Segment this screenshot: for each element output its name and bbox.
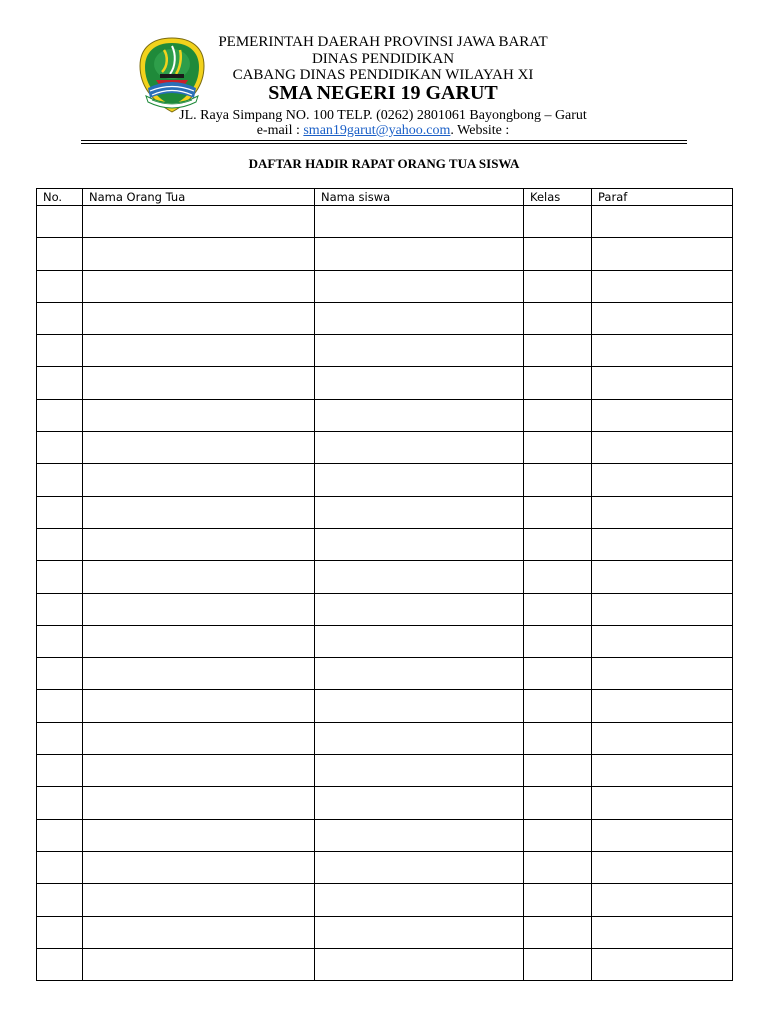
cell-class[interactable] — [524, 335, 592, 367]
cell-student-name[interactable] — [315, 432, 524, 464]
cell-student-name[interactable] — [315, 496, 524, 528]
cell-no[interactable] — [37, 851, 83, 883]
cell-class[interactable] — [524, 658, 592, 690]
cell-no[interactable] — [37, 399, 83, 431]
cell-student-name[interactable] — [315, 270, 524, 302]
cell-class[interactable] — [524, 528, 592, 560]
cell-class[interactable] — [524, 496, 592, 528]
cell-student-name[interactable] — [315, 238, 524, 270]
cell-no[interactable] — [37, 206, 83, 238]
cell-signature[interactable] — [592, 593, 733, 625]
cell-student-name[interactable] — [315, 755, 524, 787]
table-row — [37, 819, 733, 851]
cell-no[interactable] — [37, 593, 83, 625]
table-row — [37, 722, 733, 754]
cell-no[interactable] — [37, 367, 83, 399]
cell-no[interactable] — [37, 787, 83, 819]
website-label: . Website : — [450, 123, 510, 138]
cell-student-name[interactable] — [315, 206, 524, 238]
table-row — [37, 238, 733, 270]
cell-no[interactable] — [37, 948, 83, 980]
cell-parent-name[interactable] — [83, 399, 315, 431]
school-name: SMA NEGERI 19 GARUT — [268, 82, 498, 104]
cell-no[interactable] — [37, 335, 83, 367]
cell-signature[interactable] — [592, 755, 733, 787]
cell-parent-name[interactable] — [83, 722, 315, 754]
cell-class[interactable] — [524, 787, 592, 819]
cell-parent-name[interactable] — [83, 593, 315, 625]
letterhead-department-line: DINAS PENDIDIKAN — [311, 51, 455, 67]
cell-parent-name[interactable] — [83, 432, 315, 464]
header-signature: Paraf — [592, 189, 733, 206]
cell-student-name[interactable] — [315, 593, 524, 625]
cell-no[interactable] — [37, 625, 83, 657]
header-no: No. — [37, 189, 83, 206]
cell-class[interactable] — [524, 238, 592, 270]
cell-parent-name[interactable] — [83, 270, 315, 302]
cell-class[interactable] — [524, 884, 592, 916]
cell-student-name[interactable] — [315, 884, 524, 916]
table-row — [37, 206, 733, 238]
table-row — [37, 625, 733, 657]
cell-class[interactable] — [524, 722, 592, 754]
cell-no[interactable] — [37, 238, 83, 270]
cell-class[interactable] — [524, 270, 592, 302]
cell-signature[interactable] — [592, 367, 733, 399]
cell-signature[interactable] — [592, 335, 733, 367]
cell-parent-name[interactable] — [83, 238, 315, 270]
cell-signature[interactable] — [592, 238, 733, 270]
cell-class[interactable] — [524, 593, 592, 625]
cell-signature[interactable] — [592, 528, 733, 560]
cell-student-name[interactable] — [315, 948, 524, 980]
attendance-table — [36, 188, 733, 981]
cell-student-name[interactable] — [315, 722, 524, 754]
cell-parent-name[interactable] — [83, 690, 315, 722]
table-row — [37, 593, 733, 625]
cell-parent-name[interactable] — [83, 496, 315, 528]
cell-parent-name[interactable] — [83, 464, 315, 496]
table-row — [37, 302, 733, 334]
header-student-name: Nama siswa — [315, 189, 524, 206]
cell-parent-name[interactable] — [83, 755, 315, 787]
table-row — [37, 367, 733, 399]
school-address: JL. Raya Simpang NO. 100 TELP. (0262) 2801061 Bayongbong – Garut — [179, 108, 587, 123]
letterhead-branch-line: CABANG DINAS PENDIDIKAN WILAYAH XI — [232, 67, 534, 83]
cell-class[interactable] — [524, 206, 592, 238]
cell-student-name[interactable] — [315, 464, 524, 496]
cell-student-name[interactable] — [315, 561, 524, 593]
cell-student-name[interactable] — [315, 658, 524, 690]
cell-class[interactable] — [524, 916, 592, 948]
cell-parent-name[interactable] — [83, 948, 315, 980]
cell-parent-name[interactable] — [83, 851, 315, 883]
cell-parent-name[interactable] — [83, 916, 315, 948]
cell-no[interactable] — [37, 658, 83, 690]
cell-student-name[interactable] — [315, 367, 524, 399]
cell-class[interactable] — [524, 690, 592, 722]
cell-signature[interactable] — [592, 948, 733, 980]
cell-student-name[interactable] — [315, 851, 524, 883]
cell-signature[interactable] — [592, 496, 733, 528]
cell-class[interactable] — [524, 464, 592, 496]
cell-no[interactable] — [37, 464, 83, 496]
table-row — [37, 690, 733, 722]
email-link[interactable]: sman19garut@yahoo.com — [303, 123, 451, 138]
cell-student-name[interactable] — [315, 302, 524, 334]
letterhead-divider-bottom — [81, 143, 687, 144]
cell-class[interactable] — [524, 302, 592, 334]
cell-signature[interactable] — [592, 916, 733, 948]
cell-class[interactable] — [524, 851, 592, 883]
cell-signature[interactable] — [592, 302, 733, 334]
cell-parent-name[interactable] — [83, 625, 315, 657]
cell-student-name[interactable] — [315, 399, 524, 431]
table-row — [37, 916, 733, 948]
table-row — [37, 658, 733, 690]
cell-signature[interactable] — [592, 206, 733, 238]
cell-signature[interactable] — [592, 658, 733, 690]
cell-parent-name[interactable] — [83, 884, 315, 916]
table-row — [37, 464, 733, 496]
cell-class[interactable] — [524, 819, 592, 851]
cell-signature[interactable] — [592, 561, 733, 593]
table-row — [37, 851, 733, 883]
cell-class[interactable] — [524, 561, 592, 593]
cell-signature[interactable] — [592, 464, 733, 496]
table-header-row — [37, 189, 733, 206]
cell-parent-name[interactable] — [83, 528, 315, 560]
cell-signature[interactable] — [592, 819, 733, 851]
cell-signature[interactable] — [592, 399, 733, 431]
cell-student-name[interactable] — [315, 335, 524, 367]
cell-class[interactable] — [524, 625, 592, 657]
cell-signature[interactable] — [592, 722, 733, 754]
email-label: e-mail : — [256, 123, 304, 138]
cell-parent-name[interactable] — [83, 787, 315, 819]
table-row — [37, 755, 733, 787]
cell-student-name[interactable] — [315, 819, 524, 851]
letterhead-government-line: PEMERINTAH DAERAH PROVINSI JAWA BARAT — [218, 34, 548, 50]
table-row — [37, 884, 733, 916]
table-row — [37, 270, 733, 302]
cell-no[interactable] — [37, 432, 83, 464]
cell-class[interactable] — [524, 432, 592, 464]
cell-no[interactable] — [37, 722, 83, 754]
cell-parent-name[interactable] — [83, 206, 315, 238]
cell-class[interactable] — [524, 367, 592, 399]
cell-no[interactable] — [37, 916, 83, 948]
cell-parent-name[interactable] — [83, 302, 315, 334]
cell-student-name[interactable] — [315, 690, 524, 722]
letterhead — [140, 0, 626, 140]
contact-line — [140, 123, 626, 139]
cell-no[interactable] — [37, 884, 83, 916]
table-row — [37, 787, 733, 819]
cell-student-name[interactable] — [315, 528, 524, 560]
cell-signature[interactable] — [592, 690, 733, 722]
cell-no[interactable] — [37, 690, 83, 722]
cell-parent-name[interactable] — [83, 367, 315, 399]
cell-no[interactable] — [37, 528, 83, 560]
cell-signature[interactable] — [592, 432, 733, 464]
letterhead-divider-top — [81, 140, 687, 141]
cell-no[interactable] — [37, 496, 83, 528]
cell-signature[interactable] — [592, 270, 733, 302]
cell-signature[interactable] — [592, 787, 733, 819]
table-row — [37, 528, 733, 560]
document-title: DAFTAR HADIR RAPAT ORANG TUA SISWA — [248, 156, 520, 171]
cell-no[interactable] — [37, 302, 83, 334]
cell-class[interactable] — [524, 948, 592, 980]
cell-no[interactable] — [37, 755, 83, 787]
cell-student-name[interactable] — [315, 916, 524, 948]
cell-signature[interactable] — [592, 884, 733, 916]
cell-parent-name[interactable] — [83, 335, 315, 367]
cell-class[interactable] — [524, 399, 592, 431]
cell-student-name[interactable] — [315, 625, 524, 657]
cell-student-name[interactable] — [315, 787, 524, 819]
table-row — [37, 335, 733, 367]
cell-no[interactable] — [37, 270, 83, 302]
table-row — [37, 399, 733, 431]
cell-no[interactable] — [37, 561, 83, 593]
cell-parent-name[interactable] — [83, 819, 315, 851]
cell-class[interactable] — [524, 755, 592, 787]
table-row — [37, 948, 733, 980]
header-parent-name: Nama Orang Tua — [83, 189, 315, 206]
cell-signature[interactable] — [592, 851, 733, 883]
cell-signature[interactable] — [592, 625, 733, 657]
cell-parent-name[interactable] — [83, 561, 315, 593]
table-row — [37, 496, 733, 528]
table-row — [37, 561, 733, 593]
table-row — [37, 432, 733, 464]
cell-parent-name[interactable] — [83, 658, 315, 690]
cell-no[interactable] — [37, 819, 83, 851]
header-class: Kelas — [524, 189, 592, 206]
